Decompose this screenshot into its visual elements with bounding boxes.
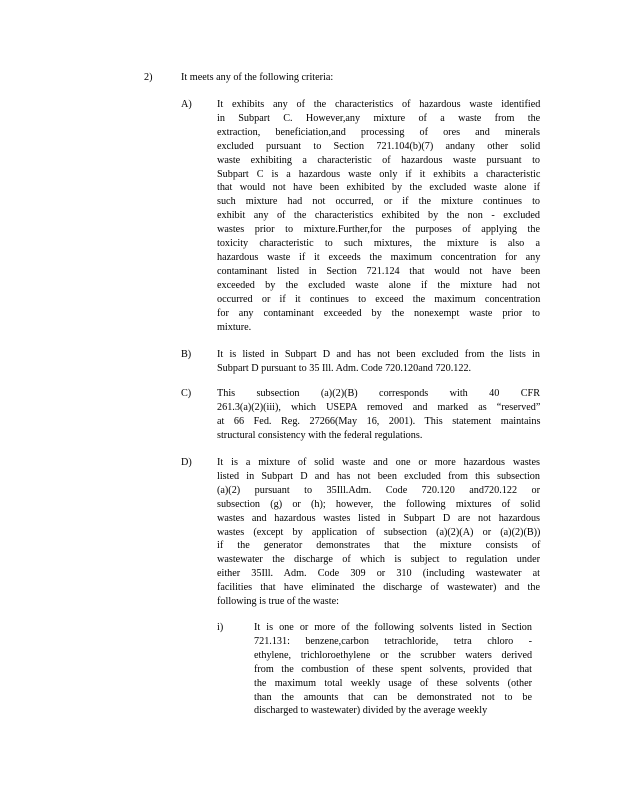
paragraph-label: C) (181, 388, 192, 399)
text-line: structural consistency with the federal regulations. (217, 429, 423, 441)
paragraph-label: i) (217, 622, 224, 633)
text-line: listed in Subpart D and has not been excluded from this subsection (217, 470, 540, 482)
paragraph-text (217, 456, 540, 609)
text-line: hazardous waste if it exceeds the maximum concentration for any (217, 251, 541, 263)
text-line: contaminant listed in Section 721.124 that would not have been (217, 265, 541, 277)
text-line: It exhibits any of the characteristics of hazardous waste identified (217, 99, 541, 110)
text-line: that would not have been exhibited by the excluded waste alone if (217, 182, 541, 194)
text-line: in Subpart C. However,any mixture of a waste from the (217, 112, 541, 124)
text-line: 721.131: benzene,carbon tetrachloride, tetra chloro - (254, 635, 532, 647)
text-line: wastewater the discharge of which is subject to regulation under (217, 554, 540, 566)
text-line: discharged to wastewater) divided by the average weekly (254, 705, 488, 717)
text-line: excluded pursuant to Section 721.104(b)(7) andany other solid (217, 140, 541, 152)
text-line: extraction, beneficiation,and processing of ores and minerals (217, 126, 540, 138)
text-line: wastes and hazardous wastes listed in Subpart D are not hazardous (217, 512, 540, 524)
paragraph-text (254, 621, 532, 718)
text-line: waste exhibiting a characteristic of hazardous waste pursuant to (217, 154, 540, 166)
text-line: facilities that have eliminated the discharge of wastewater) and the (217, 582, 540, 594)
text-line: exceeded by the excluded waste alone if the mixture had not (217, 279, 541, 291)
paragraph-label: B) (181, 349, 192, 360)
paragraph-label: A) (181, 99, 192, 110)
text-line: wastes prior to mixture.Further,for the purposes of applying the (217, 224, 540, 236)
text-line: toxicity characteristic to such mixtures, the mixture is also a (217, 238, 540, 250)
text-line: either 35Ill. Adm. Code 309 or 310 (including wastewater at (217, 568, 540, 580)
paragraph-text (217, 348, 540, 376)
text-line: occurred or if it continues to exceed the maximum concentration (217, 293, 541, 305)
text-line: such mixture had not occurred, or if the mixture continues to (217, 196, 540, 208)
item-lead-text: It meets any of the following criteria: (181, 72, 334, 83)
text-line: ethylene, trichloroethylene or the scrubber waters derived (254, 649, 533, 661)
text-line: mixture. (217, 321, 252, 333)
text-line: It is listed in Subpart D and has not been excluded from the lists in (217, 349, 540, 360)
text-line: This subsection (a)(2)(B) corresponds with 40 CFR (217, 388, 540, 399)
text-line: following is true of the waste: (217, 596, 339, 608)
text-line: exhibit any of the characteristics exhibited by the non - excluded (217, 210, 540, 222)
text-line: from the combustion of these spent solvents, provided that (254, 663, 532, 675)
text-line: wastes (except by application of subsection (a)(2)(A) or (a)(2)(B)) (217, 526, 541, 538)
text-line: for any contaminant exceeded by the nonexempt waste prior to (217, 307, 540, 319)
paragraph-text (217, 387, 540, 443)
text-line: at 66 Fed. Reg. 27266(May 16, 2001). This statement maintains (217, 415, 541, 427)
text-line: Subpart C is a hazardous waste only if it exhibits a characteristic (217, 168, 541, 180)
text-line: (a)(2) pursuant to 35Ill.Adm. Code 720.120 and720.122 or (217, 484, 540, 496)
text-line: 261.3(a)(2)(iii), which USEPA removed and marked as “reserved” (217, 401, 541, 413)
text-line: subsection (g) or (h); however, the following mixtures of solid (217, 498, 541, 510)
text-line: the maximum total weekly usage of these solvents (other (254, 677, 532, 689)
text-line: It is a mixture of solid waste and one or more hazardous wastes (217, 457, 540, 468)
text-line: than the amounts that can be demonstrated not to be (254, 691, 532, 703)
text-line: Subpart D pursuant to 35 Ill. Adm. Code 720.120and 720.122. (217, 362, 472, 374)
text-line: if the generator demonstrates that the mixture consists of (217, 540, 541, 552)
paragraph-text (217, 98, 540, 334)
item-number: 2) (144, 72, 153, 83)
paragraph-label: D) (181, 457, 192, 468)
text-line: It is one or more of the following solvents listed in Section (254, 622, 532, 633)
